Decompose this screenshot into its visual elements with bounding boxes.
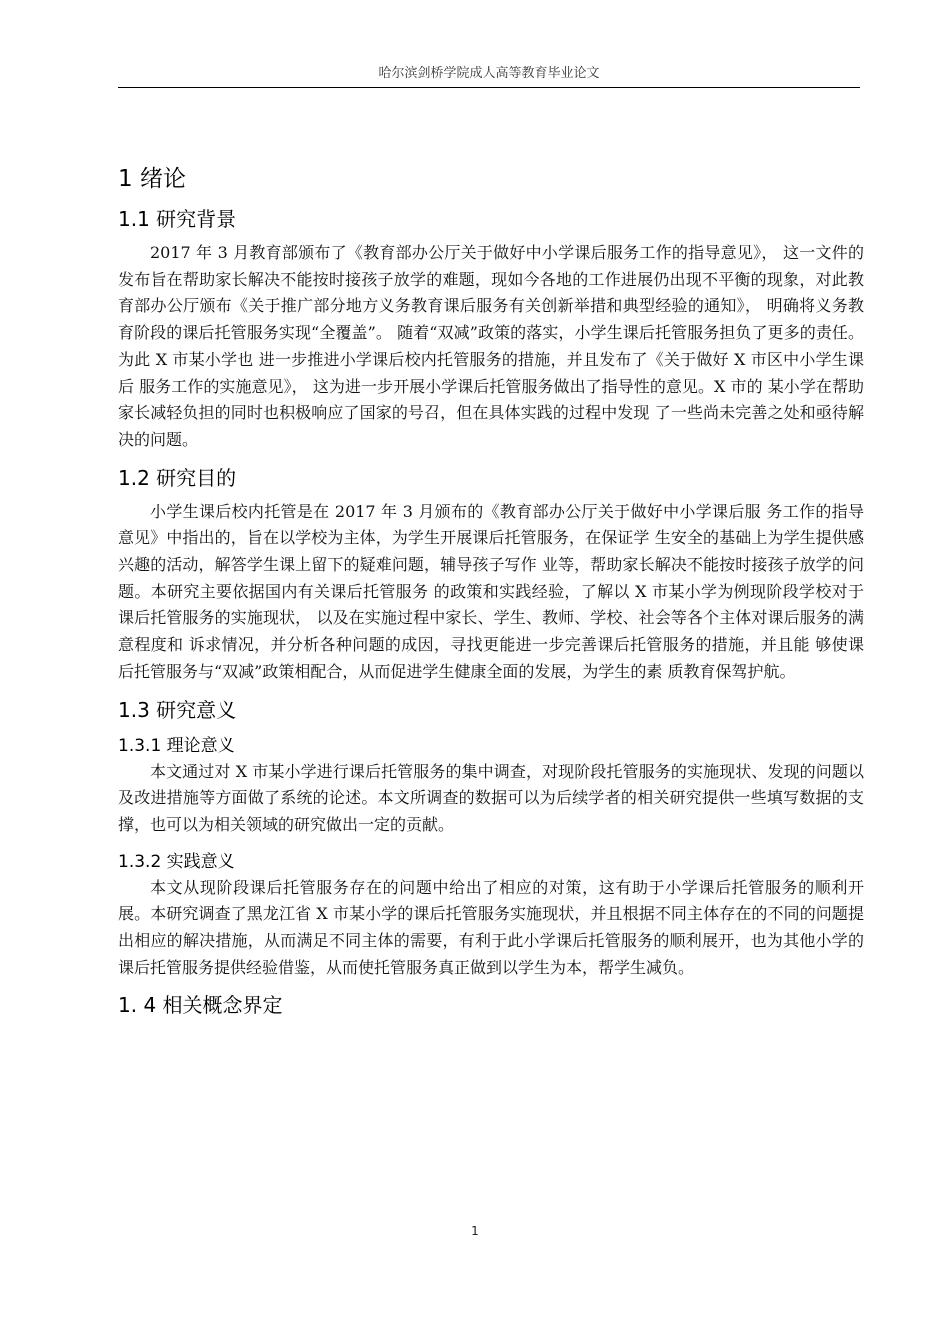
section-heading-research-significance: 1.3 研究意义 [118,697,237,722]
document-body [118,160,864,1026]
section-heading-research-purpose: 1.2 研究目的 [118,465,237,490]
paragraph-research-purpose: 小学生课后校内托管是在 2017 年 3 月颁布的《教育部办公厅关于做好中小学课后服 务工作的指导意见》中指出的，旨在以学校为主体，为学生开展课后托管服务，在保证学 生安全的基础上为学生提供感兴趣的活动，解答学生课上留下的疑难问题，辅导孩子写作 业等，帮助家长解决不能按时接孩子放学的问题。本研究主要依据国内有关课后托管服务 的政策和实践经验，了解以 X 市某小学为例现阶段学校对于课后托管服务的实施现状， 以及在实施过程中家长、学生、教师、学校、社会等各个主体对课后服务的满意程度和 诉求情况，并分析各种问题的成因，寻找更能进一步完善课后托管服务的措施，并且能 够使课后托管服务与“双减”政策相配合，从而促进学生健康全面的发展，为学生的素 质教育保驾护航。 [118,501,864,681]
page-header: 哈尔滨剑桥学院成人高等教育毕业论文 [378,66,600,81]
paragraph-theoretical: 本文通过对 X 市某小学进行课后托管服务的集中调查，对现阶段托管服务的实施现状、发现的问题以及改进措施等方面做了系统的论述。本文所调查的数据可以为后续学者的相关研究提供一些填写数据的支撑，也可以为相关领域的研究做出一定的贡献。 [118,761,864,834]
section-heading-research-background: 1.1 研究背景 [118,207,237,231]
section-heading-concepts: 1. 4 相关概念界定 [118,993,283,1018]
paragraph-practical: 本文从现阶段课后托管服务存在的问题中给出了相应的对策，这有助于小学课后托管服务的顺利开展。本研究调查了黑龙江省 X 市某小学的课后托管服务实施现状，并且根据不同主体存在的不同的问题提出相应的解决措施，从而满足不同主体的需要，有利于此小学课后托管服务的顺利展开，也为其他小学的课后托管服务提供经验借鉴，从而使托管服务真正做到以学生为本，帮学生减负。 [118,877,864,977]
paragraph-research-background: 2017 年 3 月教育部颁布了《教育部办公厅关于做好中小学课后服务工作的指导意见》， 这一文件的发布旨在帮助家长解决不能按时接孩子放学的难题，现如今各地的工作进展仍出现不平衡的现象，对此教育部办公厅颁布《关于推广部分地方义务教育课后服务有关创新举措和典型经验的通知》， 明确将义务教育阶段的课后托管服务实现“全覆盖”。 随着“双减”政策的落实，小学生课后托管服务担负了更多的责任。为此 X 市某小学也 进一步推进小学课后校内托管服务的措施，并且发布了《关于做好 X 市区中小学生课后 服务工作的实施意见》， 这为进一步开展小学课后托管服务做出了指导性的意见。X 市的 某小学在帮助家长减轻负担的同时也积极响应了国家的号召，但在具体实践的过程中发现 了一些尚未完善之处和亟待解决的问题。 [118,243,864,449]
page-number: 1 [471,1224,479,1238]
subsection-heading-practical: 1.3.2 实践意义 [118,851,235,872]
chapter-heading: 1 绪论 [118,166,186,192]
subsection-heading-theoretical: 1.3.1 理论意义 [118,735,235,756]
header-rule [118,87,860,88]
